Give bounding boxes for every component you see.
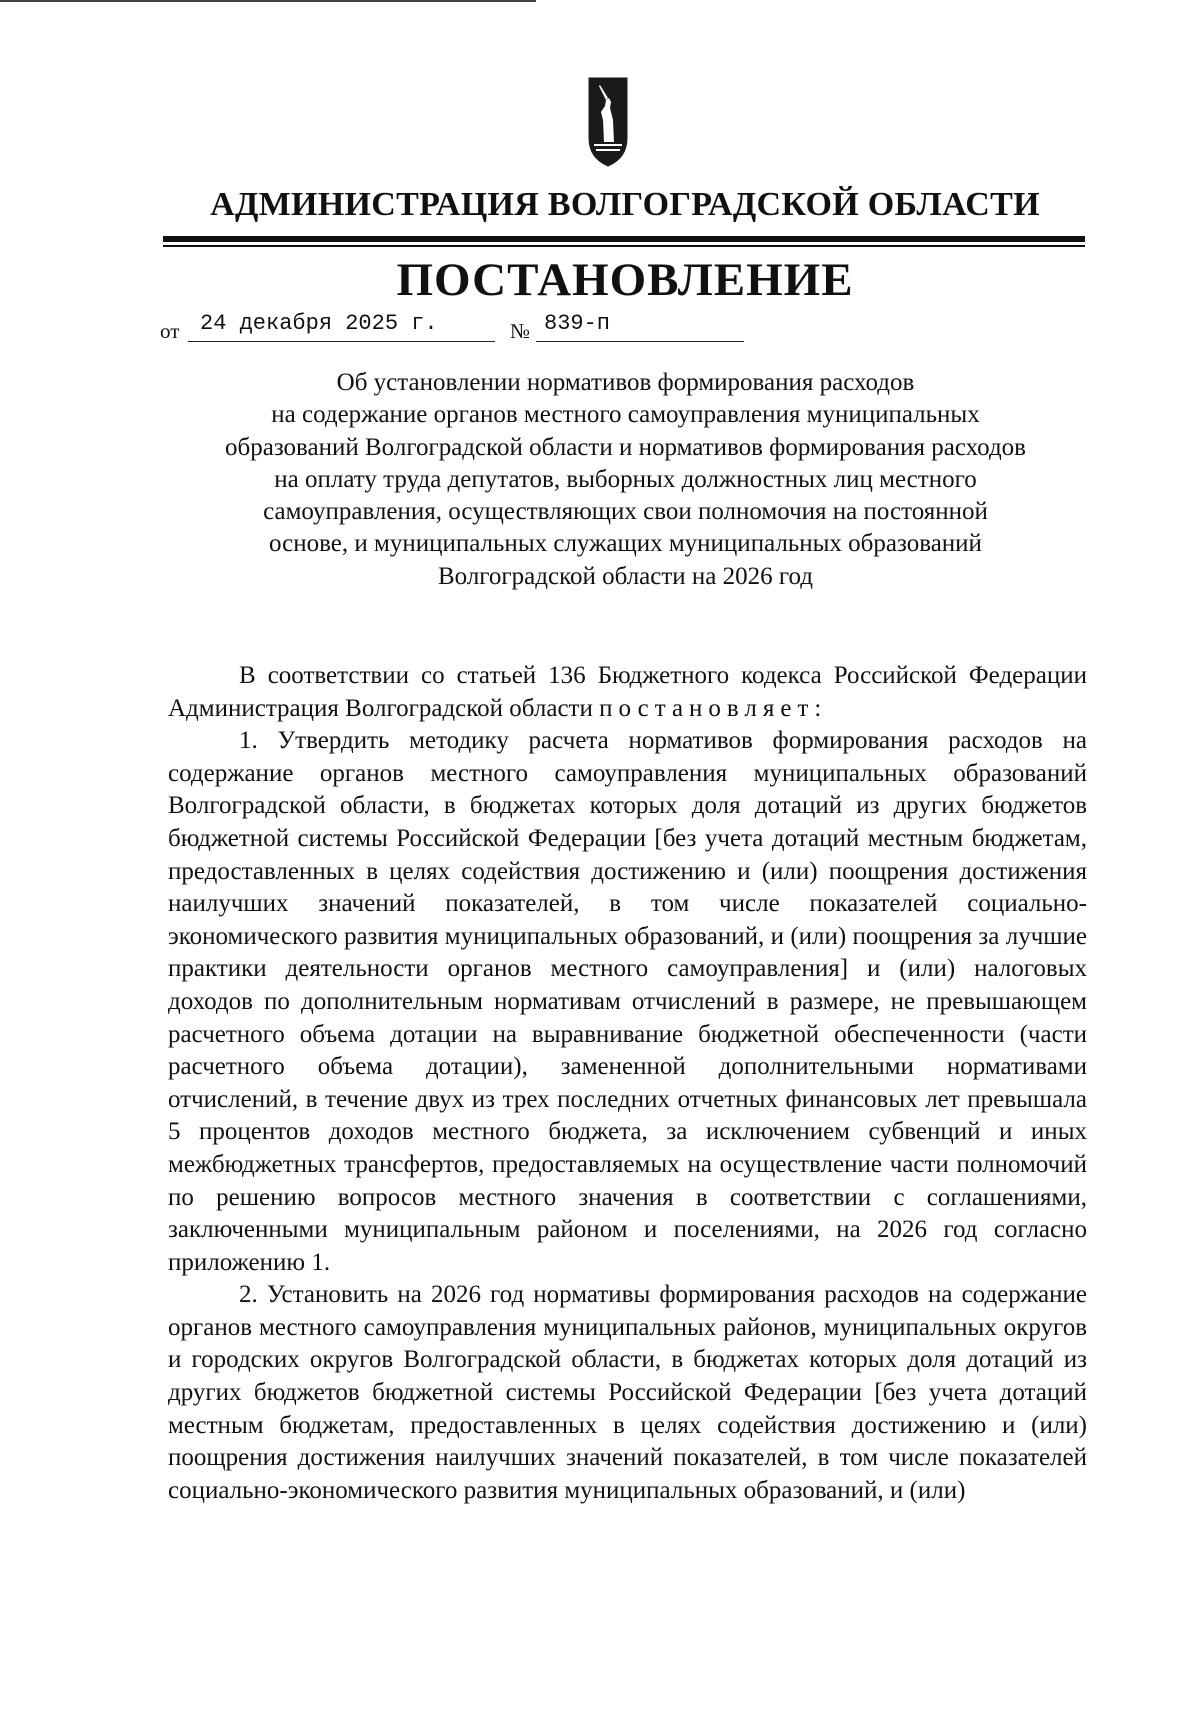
item-1-paragraph: 1. Утвердить методику расчета нормативов формирования расходов на содержание органов местного самоуправления муниципальных образований Волгоградской области, в бюджетах которых доля дотаций из других бюджетов бюджетной системы Российской Федерации [без учета дотаций местным бюджетам, предоставленных в целях содействия достижению и (или) поощрения достижения наилучших значений показателей, в том числе показателей социально-экономического развития муниципальных образований, и (или) поощрения за лучшие практики деятельности органов местного самоуправления] и (или) налоговых доходов по дополнительным нормативам отчислений в размере, не превышающем расчетного объема дотации на выравнивание бюджетной обеспеченности (части расчетного объема дотации), замененной дополнительными нормативами отчислений, в течение двух из трех последних отчетных финансовых лет превышала 5 процентов доходов местного бюджета, за исключением субвенций и иных межбюджетных трансфертов, предоставляемых на осуществление части полномочий по решению вопросов местного значения в соответствии с соглашениями, заключенными муниципальным районом и поселениями, на 2026 год согласно приложению 1. bbox=[168, 727, 1087, 1276]
header-rule-thick bbox=[163, 236, 1085, 242]
header-rule-thin bbox=[163, 245, 1085, 247]
document-body bbox=[168, 660, 1087, 1507]
preamble-text: В соответствии со статьей 136 Бюджетного кодекса Российской Федерации Администрация Волгоградской области bbox=[168, 662, 1087, 722]
organization-title: АДМИНИСТРАЦИЯ ВОЛГОГРАДСКОЙ ОБЛАСТИ bbox=[210, 186, 1040, 223]
subject-line: Волгоградской области на 2026 год bbox=[437, 562, 814, 590]
subject-line: образований Волгоградской области и нормативов формирования расходов bbox=[225, 433, 1026, 461]
document-type-title: ПОСТАНОВЛЕНИЕ bbox=[396, 254, 854, 306]
document-number: 839-п bbox=[536, 311, 744, 342]
number-label: № bbox=[510, 319, 531, 343]
subject-line: самоуправления, осуществляющих свои полномочия на постоянной bbox=[263, 498, 988, 526]
coat-of-arms-emblem bbox=[588, 76, 628, 168]
document-subject bbox=[163, 367, 1088, 593]
subject-line: на содержание органов местного самоуправления муниципальных bbox=[271, 401, 980, 429]
document-date: 24 декабря 2025 г. bbox=[188, 311, 495, 342]
date-label: от bbox=[160, 319, 180, 343]
item-2-paragraph: 2. Установить на 2026 год нормативы формирования расходов на содержание органов местного самоуправления муниципальных районов, муниципальных округов и городских округов Волгоградской области, в бюджетах которых доля дотаций из других бюджетов бюджетной системы Российской Федерации [без учета дотаций местным бюджетам, предоставленных в целях содействия достижению и (или) поощрения достижения наилучших значений показателей, в том числе показателей социально-экономического развития муниципальных образований, и (или) bbox=[168, 1281, 1087, 1504]
subject-line: основе, и муниципальных служащих муниципальных образований bbox=[269, 530, 982, 558]
document-date-number-line bbox=[160, 311, 760, 345]
scan-edge-line bbox=[0, 0, 536, 2]
preamble-paragraph bbox=[168, 660, 1087, 725]
resolves-word: постановляет: bbox=[599, 694, 828, 722]
subject-line: Об установлении нормативов формирования расходов bbox=[336, 369, 915, 396]
subject-line: на оплату труда депутатов, выборных должностных лиц местного bbox=[274, 465, 977, 493]
